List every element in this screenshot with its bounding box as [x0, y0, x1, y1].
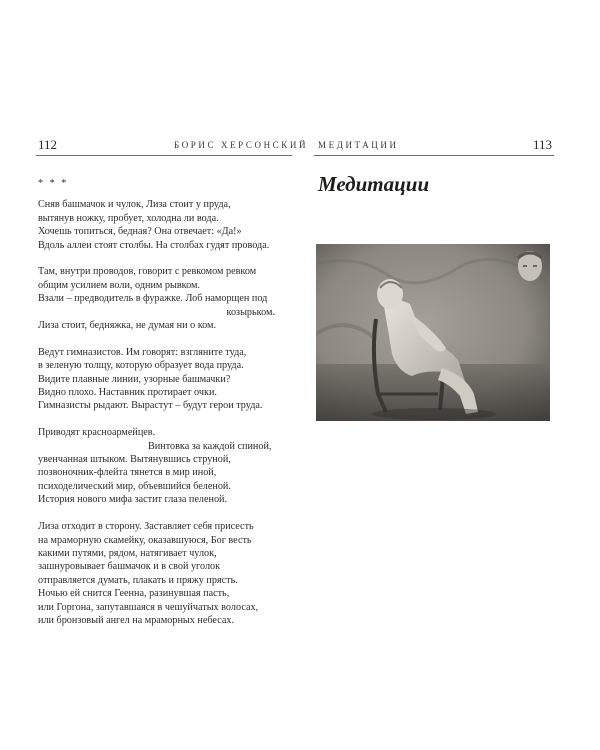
- verse-line-indented: Винтовка за каждой спиной,: [148, 440, 272, 452]
- right-running-head: МЕДИТАЦИИ: [318, 140, 399, 150]
- poem-body: [38, 177, 288, 641]
- stanza-2: [38, 265, 288, 332]
- stanza-3: [38, 346, 288, 413]
- verse-line: Ночью ей снится Геенна, разинувшая пасть,: [38, 588, 230, 600]
- verse-line: общим усилием воли, одним рывком.: [38, 279, 200, 291]
- verse-line: Гимназисты рыдают. Вырастут – будут герои труда.: [38, 400, 263, 412]
- stanza-5: [38, 520, 288, 627]
- poem-marker: * * *: [38, 178, 69, 189]
- stanza-1: [38, 198, 288, 252]
- section-title: Медитации: [318, 172, 430, 196]
- verse-line: История нового мифа застит глаза пеленой.: [38, 494, 228, 506]
- left-running-head: БОРИС ХЕРСОНСКИЙ: [174, 140, 309, 150]
- verse-line: зашнуровывает башмачок и в свой уголок: [38, 561, 221, 573]
- left-header-rule: [36, 155, 292, 156]
- verse-line-overflow: козырьком.: [226, 306, 275, 318]
- verse-line: Лиза отходит в сторону. Заставляет себя присесть: [38, 521, 254, 533]
- verse-line: в зеленую толщу, которую образует вода пруда.: [38, 360, 244, 372]
- right-header-rule: [314, 155, 554, 156]
- verse-line: увенчанная штыком. Вытянувшись струной,: [38, 454, 231, 466]
- verse-line: психоделический мир, объевшийся беленой.: [38, 480, 231, 492]
- verse-line: Лиза стоит, бедняжка, не думая ни о ком.: [38, 320, 217, 332]
- verse-line: Там, внутри проводов, говорит с ревкомом ревком: [38, 266, 257, 278]
- right-page-number: 113: [532, 137, 552, 152]
- verse-line: вытянув ножку, пробует, холодна ли вода.: [38, 212, 219, 224]
- left-page-header: [38, 137, 309, 152]
- seated-figure-illustration: [316, 244, 550, 421]
- verse-line: Вдоль аллеи стоят столбы. На столбах гудят провода.: [38, 239, 270, 251]
- verse-line: Взали – предводитель в фуражке. Лоб наморщен под: [38, 293, 268, 305]
- stanza-4: [38, 426, 288, 506]
- verse-line: Сняв башмачок и чулок, Лиза стоит у пруда,: [38, 199, 231, 211]
- left-page-number: 112: [38, 137, 58, 152]
- verse-line: Видите плавные линии, узорные башмачки?: [38, 373, 231, 385]
- verse-line: Хочешь топиться, бедная? Она отвечает: «Да!»: [38, 226, 242, 238]
- verse-line: Видно плохо. Наставник протирает очки.: [38, 387, 217, 399]
- right-page-header: [318, 138, 552, 152]
- verse-line: или бронзовый ангел на мраморных небесах.: [38, 614, 234, 626]
- verse-line: на мраморную скамейку, оказавшуюся, Бог весть: [38, 534, 252, 546]
- verse-line: какими путями, рядом, натягивает чулок,: [38, 547, 217, 559]
- verse-line: отправляется думать, плакать и пряжу прясть.: [38, 574, 238, 586]
- verse-line: или Горгона, запутавшаяся в чешуйчатых волосах,: [38, 601, 259, 613]
- verse-line: позвоночник-флейта тянется в мир иной,: [38, 467, 217, 479]
- verse-line: Ведут гимназистов. Им говорят: взгляните туда,: [38, 346, 247, 358]
- verse-line: Приводят красноармейцев.: [38, 427, 156, 439]
- illustration-painting: [316, 244, 550, 421]
